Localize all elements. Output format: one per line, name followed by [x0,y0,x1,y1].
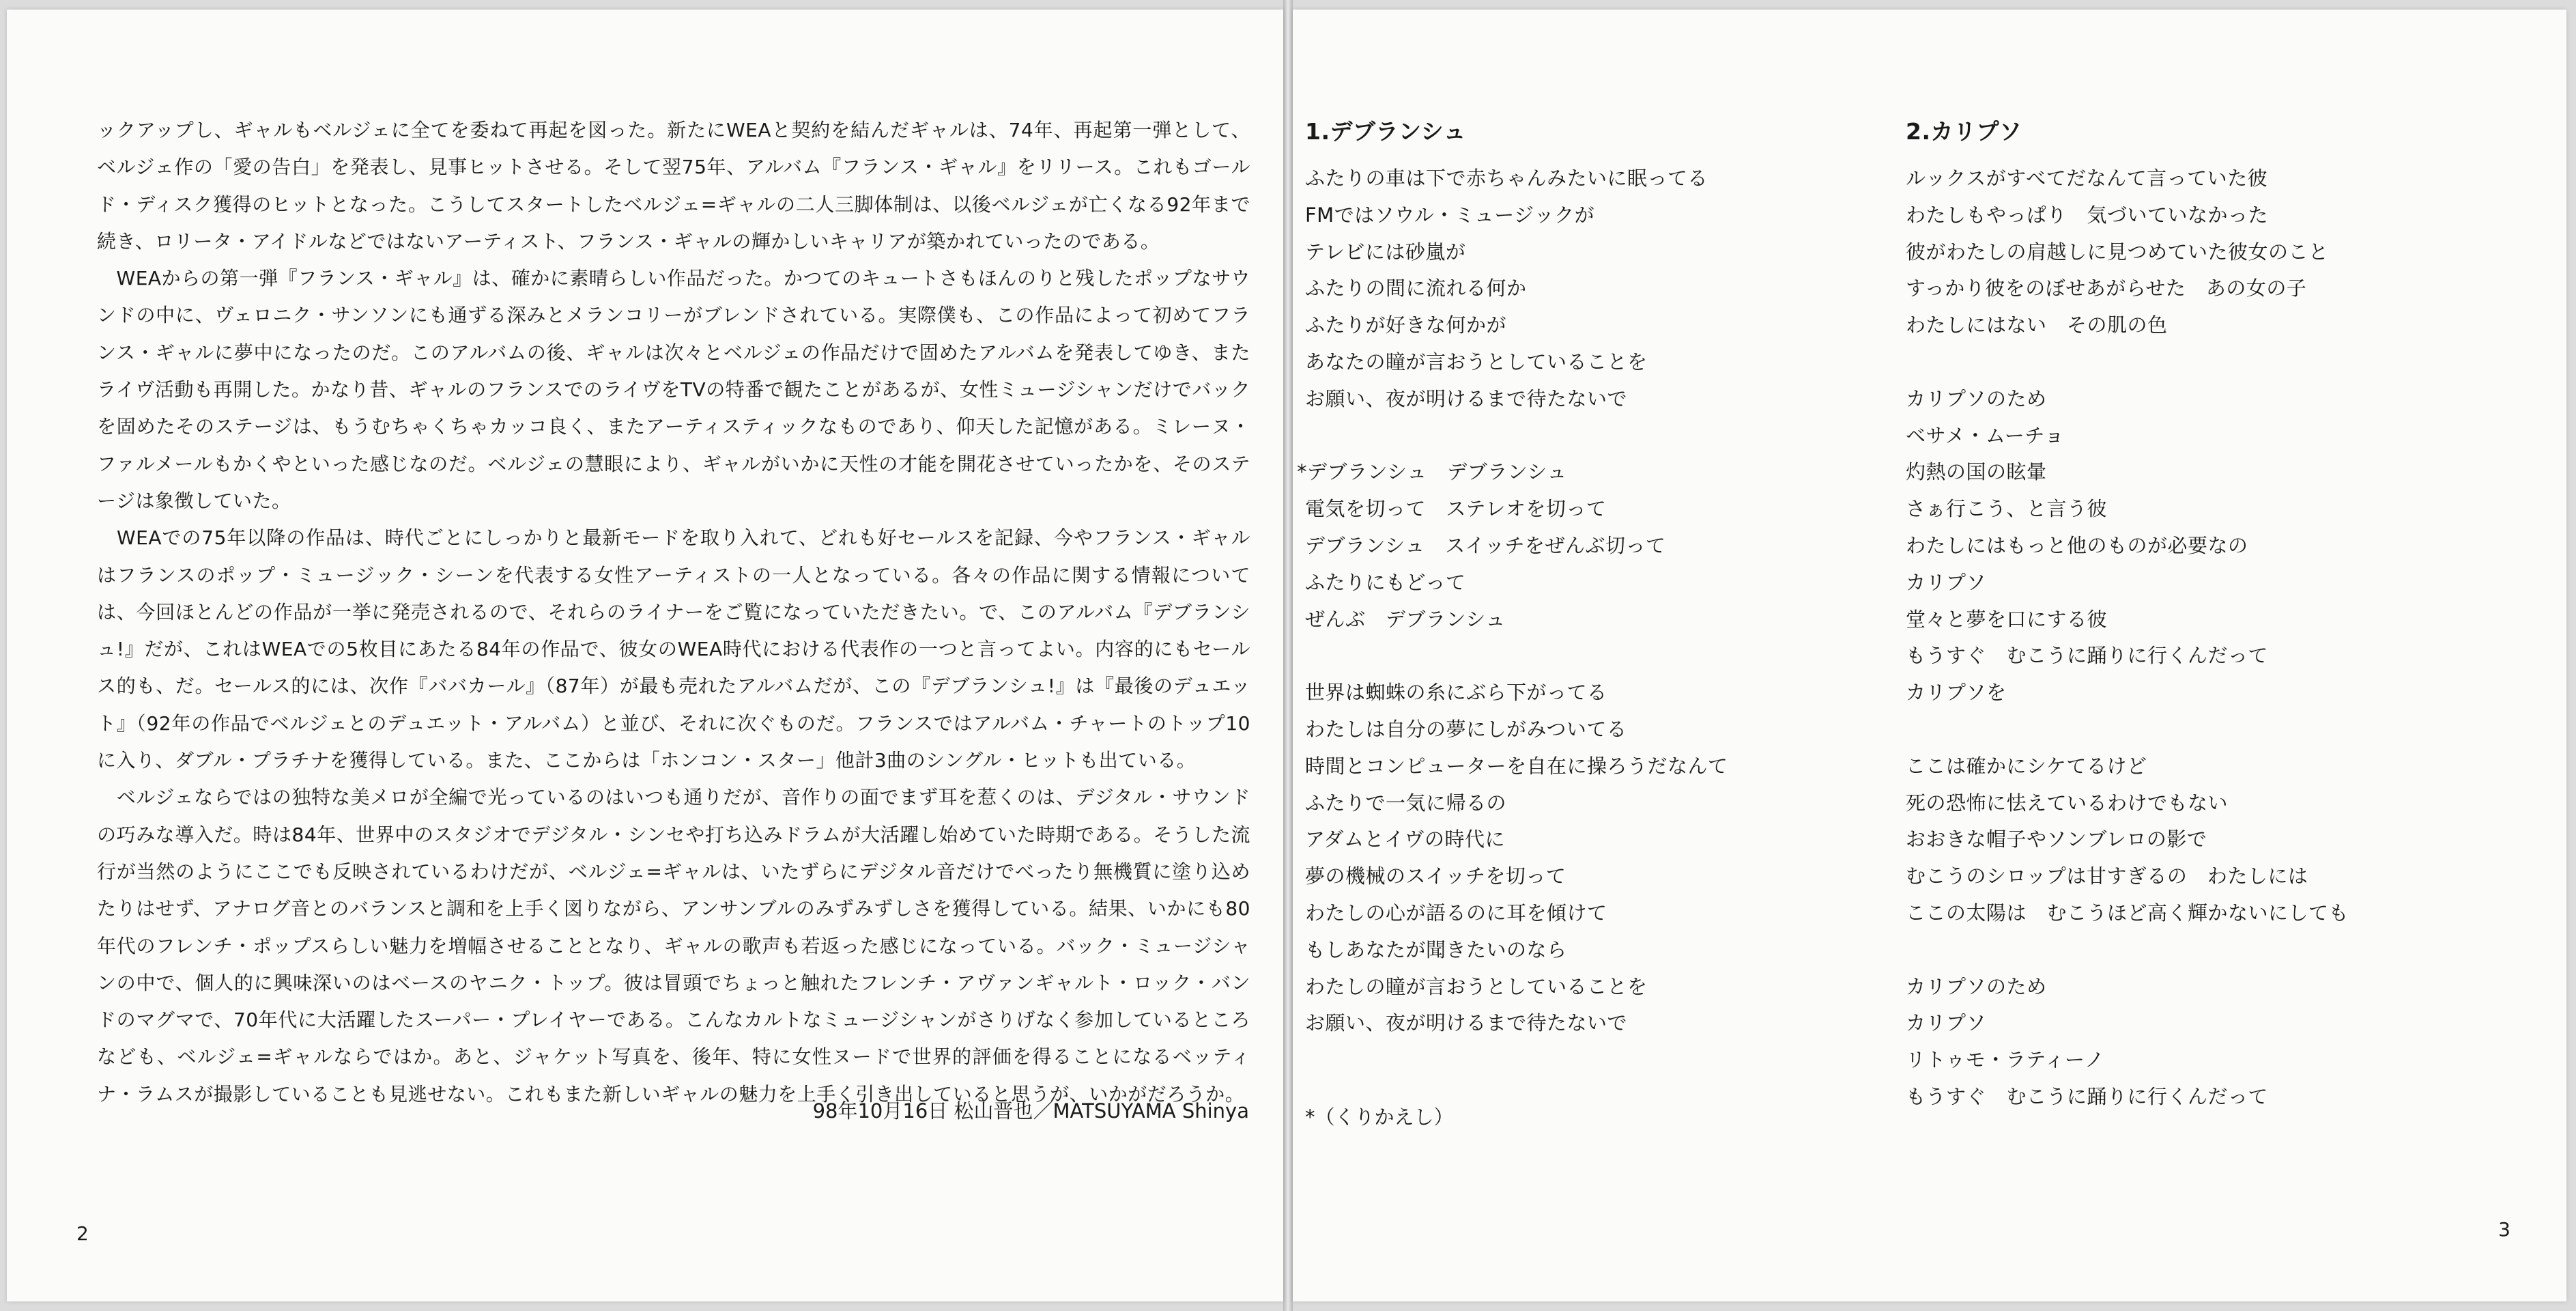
chorus-repeat-note: *（くりかえし） [1305,1105,1454,1129]
lyric-line: ふたりが好きな何かが [1305,313,1507,337]
lyric-line: リトゥモ・ラティーノ [1906,1048,2105,1072]
lyric-line: わたしは自分の夢にしがみついてる [1305,717,1627,741]
lyric-line: お願い、夜が明けるまで待たないで [1305,1011,1628,1035]
lyric-line: わたしの心が語るのに耳を傾けて [1305,901,1607,925]
lyric-line: もしあなたが聞きたいのなら [1305,938,1567,961]
lyric-line: カリプソを [1906,681,2007,705]
lyric-line: 死の恐怖に怯えているわけでもない [1906,791,2229,815]
lyric-line: ふたりにもどって [1305,570,1466,594]
lyric-line: 時間とコンピューターを自在に操ろうだなんて [1305,754,1728,778]
lyric-line: さぁ行こう、と言う彼 [1906,497,2108,521]
lyric-line: もうすぐ むこうに踊りに行くんだって [1906,644,2269,668]
left-page [7,10,1283,1301]
lyric-line: ここの太陽は むこうほど高く輝かないにしても [1906,901,2349,925]
lyric-line: カリプソ [1906,570,1987,594]
lyric-line: カリプソのため [1906,386,2047,410]
song-1-lyrics [1297,113,1728,1042]
lyric-line: 彼がわたしの肩越しに見つめていた彼女のこと [1906,240,2329,264]
essay-paragraph: WEAでの75年以降の作品は、時代ごとにしっかりと最新モードを取り入れて、どれも好セールスを記録、今やフランス・ギャルはフランスのポップ・ミュージック・シーンを代表する女性アーティストの一人となっている。各々の作品に関する情報については、今回ほとんどの作品が一挙に発売されるので、それらのライナーをご覧になっていただきたい。で、このアルバム『デブランシュ!』だが、これはWEAでの5枚目にあたる84年の作品で、彼女のWEA時代における代表作の一つと言ってよい。内容的にもセールス的も、だ。セールス的には、次作『ババカール』（87年）が最も売れたアルバムだが、この『デブランシュ!』は『最後のデュエット』（92年の作品でベルジェとのデュエット・アルバム）と並び、それに次ぐものだ。フランスではアルバム・チャートのトップ10に入り、ダブル・プラチナを獲得している。また、ここからは「ホンコン・スター」他計3曲のシングル・ヒットも出ている。 [97,526,1250,772]
lyric-line: ルックスがすべてだなんて言っていた彼 [1906,167,2268,190]
stanza-break [1906,711,2349,748]
lyric-line: もうすぐ むこうに踊りに行くんだって [1906,1084,2269,1108]
liner-notes-essay [97,112,1250,1113]
stanza-break [1305,418,1728,455]
lyric-line: わたしにはない その肌の色 [1906,313,2168,337]
lyric-line: ふたりで一気に帰るの [1305,791,1507,815]
essay-paragraph: WEAからの第一弾『フランス・ギャル』は、確かに素晴らしい作品だった。かつてのキュートさもほんのりと残したポップなサウンドの中に、ヴェロニク・サンソンにも通ずる深みとメランコリーがブレンドされている。実際僕も、この作品によって初めてフランス・ギャルに夢中になったのだ。このアルバムの後、ギャルは次々とベルジェの作品だけで固めたアルバムを発表してゆき、またライヴ活動も再開した。かなり昔、ギャルのフランスでのライヴをTVの特番で観たことがあるが、女性ミュージシャンだけでバックを固めたそのステージは、もうむちゃくちゃカッコ良く、またアーティスティックなものであり、仰天した記憶がある。ミレーヌ・ファルメールもかくやといった感じなのだ。ベルジェの慧眼により、ギャルがいかに天性の才能を開花させていったかを、そのステージは象徴していた。 [97,267,1250,512]
lyric-line: ここは確かにシケてるけど [1906,754,2147,778]
lyric-line: カリプソのため [1906,974,2047,998]
lyric-line: 堂々と夢を口にする彼 [1906,607,2108,631]
lyric-line: ぜんぶ デブランシュ [1305,607,1506,631]
song-2-lyrics [1906,113,2349,1116]
essay-paragraph: ベルジェならではの独特な美メロが全編で光っているのはいつも通りだが、音作りの面でまず耳を惹くのは、デジタル・サウンドの巧みな導入だ。時は84年、世界中のスタジオでデジタル・シンセや打ち込みドラムが大活躍し始めていた時期である。そうした流行が当然のようにここでも反映されているわけだが、ベルジェ=ギャルは、いたずらにデジタル音だけでべったり無機質に塗り込めたりはせず、アナログ音とのバランスと調和を上手く図りながら、アンサンブルのみずみずしさを獲得している。結果、いかにも80年代のフレンチ・ポップスらしい魅力を増幅させることとなり、ギャルの歌声も若返った感じになっている。バック・ミュージシャンの中で、個人的に興味深いのはベースのヤニク・トップ。彼は冒頭でちょっと触れたフレンチ・アヴァンギャルト・ロック・バンドのマグマで、70年代に大活躍したスーパー・プレイヤーである。こんなカルトなミュージシャンがさりげなく参加しているところなども、ベルジェ=ギャルならではか。あと、ジャケット写真を、後年、特に女性ヌードで世界的評価を得ることになるベッティナ・ラムスが撮影していることも見逃せない。これもまた新しいギャルの魅力を上手く引き出していると思うが、いかがだろうか。 [97,786,1250,1105]
lyric-line: ふたりの車は下で赤ちゃんみたいに眠ってる [1305,167,1708,190]
lyric-line: デブランシュ スイッチをぜんぶ切って [1305,533,1666,557]
lyric-line: 電気を切って ステレオを切って [1305,497,1607,521]
lyric-line: ふたりの間に流れる何か [1305,277,1527,300]
stanza-break [1305,638,1728,675]
lyric-line: お願い、夜が明けるまで待たないで [1305,386,1628,410]
lyric-line: 灼熱の国の眩暈 [1906,460,2047,484]
lyric-line: カリプソ [1906,1011,1987,1035]
essay-paragraph: ックアップし、ギャルもベルジェに全てを委ねて再起を図った。新たにWEAと契約を結んだギャルは、74年、再起第一弾として、ベルジェ作の「愛の告白」を発表し、見事ヒットさせる。そして翌75年、アルバム『フランス・ギャル』をリリース。これもゴールド・ディスク獲得のヒットとなった。こうしてスタートしたベルジェ=ギャルの二人三脚体制は、以後ベルジェが亡くなる92年まで続き、ロリータ・アイドルなどではないアーティスト、フランス・ギャルの輝かしいキャリアが築かれていったのである。 [97,119,1250,253]
page-number: 2 [76,1222,89,1245]
stanza-break [1906,344,2349,381]
lyric-line: アダムとイヴの時代に [1305,828,1505,851]
center-fold [1283,0,1293,1311]
lyric-line: わたしにはもっと他のものが必要なの [1906,533,2248,557]
lyric-line: わたしもやっぱり 気づいていなかった [1906,203,2269,227]
lyric-line: 世界は蜘蛛の糸にぶら下がってる [1305,681,1607,705]
lyric-line: あなたの瞳が言おうとしていることを [1305,350,1648,373]
lyric-line: ベサメ・ムーチョ [1906,423,2065,447]
song-title: 2.カリプソ [1906,118,2022,145]
lyric-line: 夢の機械のスイッチを切って [1305,864,1566,888]
lyric-line: すっかり彼をのぼせあがらせた あの女の子 [1906,277,2307,300]
song-title: 1.デブランシュ [1305,118,1467,145]
lyric-line: FMではソウル・ミュージックが [1305,203,1595,227]
author-signature: 98年10月16日 松山晋也／MATSUYAMA Shinya [812,1099,1249,1123]
right-page [1293,10,2566,1301]
stanza-break [1906,932,2349,969]
page-number: 3 [2498,1218,2510,1241]
lyric-line: わたしの瞳が言おうとしていることを [1305,974,1648,998]
lyric-line: テレビには砂嵐が [1305,240,1466,264]
lyric-line: *デブランシュ デブランシュ [1297,460,1567,484]
lyric-line: おおきな帽子やソンブレロの影で [1906,828,2207,851]
lyric-line: むこうのシロップは甘すぎるの わたしには [1906,864,2308,888]
